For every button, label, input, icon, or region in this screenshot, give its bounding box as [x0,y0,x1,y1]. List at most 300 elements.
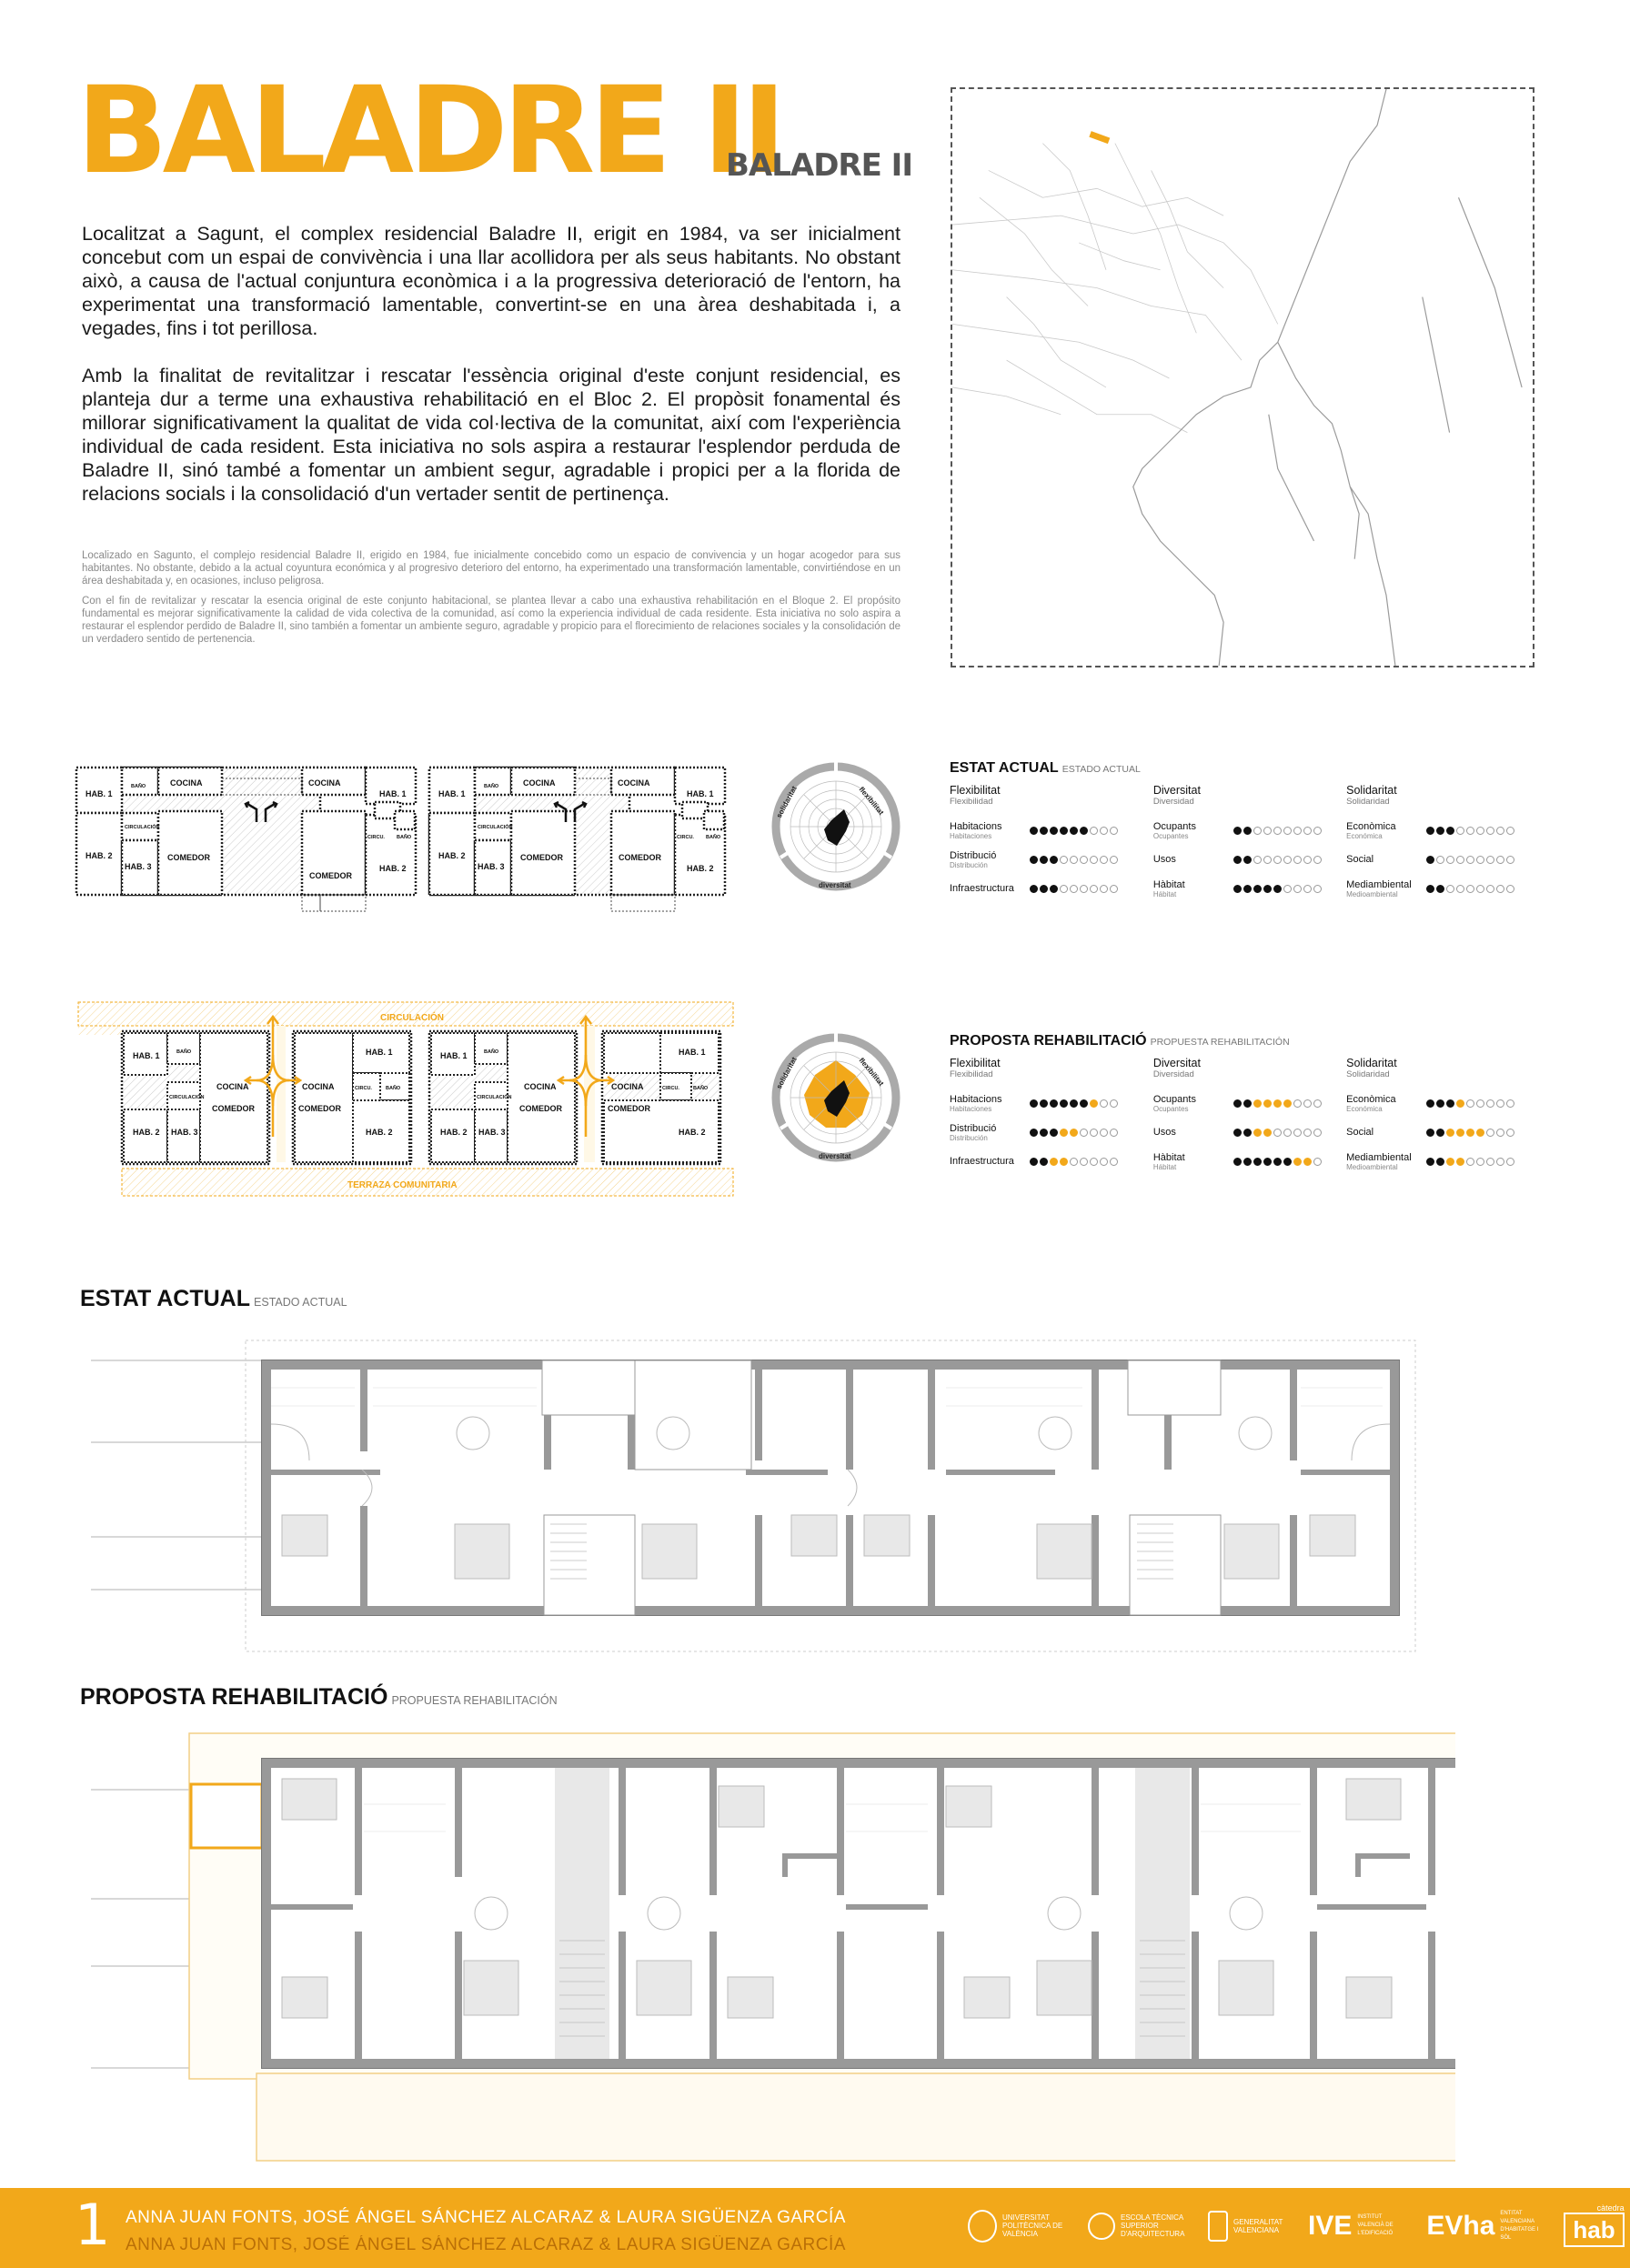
score-dot [1456,885,1464,893]
score-dot [1040,856,1048,864]
radar-label: flexibilitat [857,1056,886,1088]
score-dot [1110,885,1118,893]
score-dot [1070,1129,1078,1137]
metric-row [1153,1147,1346,1176]
floor-plan-proposal [91,1731,1455,2177]
score-dot [1313,885,1322,893]
score-dot [1030,1158,1038,1166]
room-label: COMEDOR [309,871,352,880]
score-dots [1426,885,1514,893]
room-label: BAÑO [176,1049,192,1055]
radar-label: diversitat [819,1152,851,1160]
score-dot [1486,1158,1494,1166]
metric-row [1346,874,1550,903]
room-label: COMEDOR [608,1104,650,1113]
diagram-proposal [75,1000,739,1206]
score-dot [1446,856,1454,864]
score-dot [1080,856,1088,864]
room-label: HAB. 2 [679,1128,706,1137]
room-label: HAB. 2 [86,851,113,860]
category-name: Solidaritat [1346,1057,1397,1069]
score-dot [1293,856,1302,864]
category-name-es: Solidaridad [1346,797,1390,807]
score-dot [1283,827,1292,835]
radar-label: flexibilitat [857,785,886,817]
score-dot [1100,1129,1108,1137]
score-dot [1283,1129,1292,1137]
score-dot [1436,1129,1444,1137]
room-label: COMEDOR [298,1104,341,1113]
score-dot [1263,1099,1272,1108]
score-dot [1456,856,1464,864]
metric-name: Infraestructura [950,1156,1014,1167]
floor-plan-current [91,1333,1455,1661]
score-dot [1080,1129,1088,1137]
score-dot [1273,885,1282,893]
score-dots [1030,856,1118,864]
metric-name: Social [1346,854,1374,865]
score-dot [1233,1129,1242,1137]
score-dot [1100,885,1108,893]
score-dot [1486,827,1494,835]
room-label: CIRCU. [367,835,385,840]
score-dot [1293,1129,1302,1137]
room-label: BAÑO [484,784,499,789]
score-dots [1030,885,1118,893]
score-dot [1050,1158,1058,1166]
metric-name-es: Distribución [950,860,988,869]
score-dot [1496,885,1504,893]
room-label: BAÑO [706,835,721,840]
metric-name: Mediambiental [1346,1151,1412,1163]
category-name: Solidaritat [1346,784,1397,797]
score-dot [1456,827,1464,835]
score-dot [1486,856,1494,864]
score-dot [1253,1099,1262,1108]
score-dot [1456,1129,1464,1137]
room-label: COCINA [524,1082,557,1091]
metric-name-es: Hábitat [1152,889,1177,898]
metric-row [950,1089,1153,1118]
room-label: BAÑO [397,835,412,840]
room-label: BAÑO [386,1086,401,1091]
metric-row [1153,1118,1346,1147]
upv-seal-icon [968,2210,997,2243]
score-dot [1446,1129,1454,1137]
eval-category [1346,1057,1550,1176]
score-dot [1253,827,1262,835]
score-dot [1243,827,1252,835]
score-dot [1070,856,1078,864]
metric-name: Usos [1152,1127,1176,1138]
score-dot [1243,885,1252,893]
intro-paragraph: Amb la finalitat de revitalitzar i rescatar l'essència original d'este conjunt residencial, es planteja dur a terme una exhaustiva rehabilitació en el Bloc 2. El propòsit fonamental és millorar significativament la qualitat de vida col·lectiva de la comunitat, així com l'experiència individual de cada resident. Esta iniciativa no sols aspira a restaurar l'esplendor perduda de Baladre II, sinó també a fomentar un ambient segur, agradable i propici per a la florida de relacions socials i la consolidació d'un vertader sentit de pertinença. [82,365,901,505]
category-name-es: Diversidad [1152,797,1194,807]
score-dot [1446,827,1454,835]
score-dots [1233,856,1322,864]
score-dot [1263,1129,1272,1137]
metric-name-es: Económica [1346,831,1383,840]
score-dot [1466,856,1474,864]
score-dot [1070,1099,1078,1108]
score-dot [1233,1158,1242,1166]
score-dot [1496,856,1504,864]
score-dot [1090,1129,1098,1137]
score-dot [1080,1099,1088,1108]
metric-name-es: Económica [1346,1104,1383,1113]
room-label: HAB. 2 [133,1128,160,1137]
score-dot [1080,827,1088,835]
logo-gva: GENERALITAT VALENCIANA [1208,2211,1288,2242]
score-dot [1436,856,1444,864]
room-label: BAÑO [131,784,146,789]
score-dot [1263,885,1272,893]
score-dot [1446,1099,1454,1108]
score-dot [1426,827,1434,835]
room-label: COCINA [308,778,341,788]
metric-name: Distribució [950,849,997,861]
score-dot [1243,1099,1252,1108]
score-dot [1090,1099,1098,1108]
score-dot [1476,1099,1484,1108]
score-dot [1303,856,1312,864]
score-dot [1293,1099,1302,1108]
terrace-label: TERRAZA COMUNITARIA [347,1180,458,1190]
metric-name: Ocupants [1152,1093,1196,1105]
score-dot [1496,1158,1504,1166]
score-dot [1060,1158,1068,1166]
score-dot [1436,885,1444,893]
score-dot [1070,827,1078,835]
score-dot [1110,1158,1118,1166]
room-label: COCINA [302,1082,335,1091]
score-dot [1110,856,1118,864]
metric-row [1346,845,1550,874]
score-dot [1303,885,1312,893]
metric-name: Mediambiental [1346,878,1412,890]
score-dots [1233,885,1322,893]
logo-evha: EVha ENTITAT VALENCIANA D'HABITATGE I SÒL [1426,2210,1539,2241]
radar-chart-current [771,762,901,891]
score-dot [1273,827,1282,835]
site-marker [1089,131,1110,144]
score-dots [1233,1099,1322,1108]
metric-name-es: Habitaciones [950,1104,992,1113]
authors: ANNA JUAN FONTS, JOSÉ ÁNGEL SÁNCHEZ ALCARAZ & LAURA SIGÜENZA GARCÍA [126,2208,846,2227]
score-dots [1233,1129,1322,1137]
metric-name: Usos [1152,854,1176,865]
score-dot [1253,856,1262,864]
score-dot [1506,827,1514,835]
score-dot [1050,1099,1058,1108]
room-label: HAB. 1 [366,1048,393,1057]
metric-row [950,874,1153,903]
score-dot [1110,1099,1118,1108]
score-dot [1253,885,1262,893]
score-dot [1070,885,1078,893]
room-label: HAB. 3 [478,862,505,871]
score-dot [1233,827,1242,835]
metric-name: Social [1346,1127,1374,1138]
score-dot [1486,885,1494,893]
room-label: COCINA [618,778,650,788]
room-label: HAB. 1 [86,789,113,798]
score-dot [1273,1158,1282,1166]
intro-text-ca [82,222,901,529]
radar-label: solidaritat [774,784,799,819]
score-dot [1426,1099,1434,1108]
metric-row [950,845,1153,874]
score-dots [1233,827,1322,835]
logo-ive: IVE INSTITUT VALENCIÀ DE L'EDIFICACIÓ [1308,2210,1394,2241]
diagram-current-state [75,760,739,922]
score-dot [1100,1158,1108,1166]
footer [0,2188,1630,2268]
room-label: BAÑO [484,1049,499,1055]
score-dot [1090,827,1098,835]
metric-name-es: Habitaciones [950,831,992,840]
room-label: COMEDOR [520,853,563,862]
score-dot [1050,827,1058,835]
room-label: COCINA [611,1082,644,1091]
score-dot [1030,827,1038,835]
room-label: HAB. 2 [440,1128,468,1137]
score-dot [1263,827,1272,835]
score-dot [1466,1158,1474,1166]
section-title-proposal: PROPOSTA REHABILITACIÓ PROPUESTA REHABILITACIÓN [80,1684,558,1710]
score-dots [1030,1158,1118,1166]
logo-catedra-hab: càtedra hab [1564,2204,1624,2247]
metric-name-es: Medioambiental [1346,889,1398,898]
score-dot [1100,856,1108,864]
room-label: COMEDOR [619,853,661,862]
category-name: Flexibilitat [950,1057,1001,1069]
score-dot [1426,1158,1434,1166]
eval-category [950,1057,1153,1176]
eval-category [950,784,1153,903]
room-label: HAB. 1 [379,789,407,798]
score-dots [1030,1129,1118,1137]
score-dot [1060,856,1068,864]
score-dot [1466,827,1474,835]
score-dot [1273,856,1282,864]
score-dot [1243,856,1252,864]
score-dot [1060,1129,1068,1137]
evaluation-columns [950,1057,1550,1176]
score-dot [1253,1129,1262,1137]
score-dot [1506,1158,1514,1166]
intro-text-es [82,549,901,653]
metric-row [1153,816,1346,845]
score-dot [1293,827,1302,835]
score-dot [1233,856,1242,864]
score-dot [1436,1099,1444,1108]
score-dot [1080,1158,1088,1166]
score-dot [1476,885,1484,893]
score-dot [1486,1099,1494,1108]
authors-repeat: ANNA JUAN FONTS, JOSÉ ÁNGEL SÁNCHEZ ALCARAZ & LAURA SIGÜENZA GARCÍA [126,2235,846,2254]
metric-name: Ocupants [1152,820,1196,832]
score-dot [1303,1129,1312,1137]
location-map [951,87,1534,667]
score-dot [1313,1099,1322,1108]
eval-category [1153,1057,1346,1176]
metric-row [950,1147,1153,1176]
score-dot [1243,1158,1252,1166]
logo-upv: UNIVERSITAT POLITÈCNICA DE VALÈNCIA [968,2210,1068,2243]
room-label: HAB. 1 [687,789,714,798]
metric-row [1346,1118,1550,1147]
score-dot [1040,1129,1048,1137]
score-dot [1030,856,1038,864]
score-dot [1496,1129,1504,1137]
score-dot [1263,856,1272,864]
score-dot [1060,827,1068,835]
metric-name: Distribució [950,1122,997,1134]
score-dot [1040,1099,1048,1108]
room-label: CIRCU. [677,835,694,840]
etsa-icon [1088,2213,1115,2240]
metric-row [1346,816,1550,845]
score-dot [1506,1099,1514,1108]
radar-label: solidaritat [774,1055,799,1090]
score-dot [1303,1158,1312,1166]
score-dot [1253,1158,1262,1166]
metric-name-es: Distribución [950,1133,988,1142]
room-label: HAB. 1 [679,1048,706,1057]
score-dot [1313,827,1322,835]
metric-name: Econòmica [1346,820,1396,832]
score-dot [1506,856,1514,864]
score-dots [1233,1158,1322,1166]
page-title: BALADRE II [76,61,781,201]
score-dot [1476,827,1484,835]
score-dot [1506,1129,1514,1137]
score-dot [1303,827,1312,835]
score-dot [1466,1099,1474,1108]
evaluation-proposal [950,1033,1550,1176]
intro-paragraph: Localitzat a Sagunt, el complex residencial Baladre II, erigit en 1984, va ser inicialment concebut com un espai de convivència i una llar acollidora per als seus habitants. No obstant això, a causa de l'actual conjuntura econòmica i a la progressiva deterioració de l'entorn, ha experimentat una transformació lamentable, convertint-se en una àrea deshabitada i, a vegades, fins i tot perillosa. [82,223,901,339]
score-dot [1243,1129,1252,1137]
room-label: COMEDOR [167,853,210,862]
room-label: CIRCULACIÓN [125,825,160,830]
room-label: CIRCULACIÓN [169,1095,205,1100]
score-dot [1293,1158,1302,1166]
category-name: Diversitat [1152,784,1201,797]
score-dots [1426,1129,1514,1137]
room-label: COCINA [170,778,203,788]
metric-row [950,816,1153,845]
score-dot [1283,1158,1292,1166]
room-label: CIRCULACIÓN [477,1095,512,1100]
evaluation-current [950,760,1550,903]
room-label: COCINA [523,778,556,788]
score-dots [1426,827,1514,835]
score-dot [1476,1158,1484,1166]
score-dot [1313,856,1322,864]
metric-name: Econòmica [1346,1093,1396,1105]
category-name-es: Diversidad [1152,1069,1194,1079]
room-label: HAB. 3 [478,1128,506,1137]
score-dot [1496,1099,1504,1108]
gva-shield-icon [1208,2211,1228,2242]
score-dot [1303,1099,1312,1108]
score-dot [1273,1099,1282,1108]
room-label: HAB. 3 [125,862,152,871]
score-dot [1446,885,1454,893]
logo-etsa: ESCOLA TÈCNICA SUPERIOR D'ARQUITECTURA [1088,2213,1188,2240]
score-dot [1030,1099,1038,1108]
room-label: COCINA [216,1082,249,1091]
room-label: HAB. 2 [438,851,466,860]
radar-label: diversitat [819,881,851,889]
metric-row [1153,845,1346,874]
score-dot [1050,1129,1058,1137]
evaluation-columns [950,784,1550,903]
score-dot [1426,1129,1434,1137]
score-dot [1030,885,1038,893]
score-dot [1476,1129,1484,1137]
room-label: CIRCU. [355,1086,372,1091]
metric-name: Habitacions [950,820,1002,832]
score-dot [1436,827,1444,835]
score-dot [1060,885,1068,893]
radar-chart-proposal [771,1033,901,1162]
score-dots [1426,856,1514,864]
score-dot [1080,885,1088,893]
eval-category [1346,784,1550,903]
score-dot [1456,1099,1464,1108]
score-dot [1283,885,1292,893]
score-dot [1233,885,1242,893]
category-name-es: Solidaridad [1346,1069,1390,1079]
category-name-es: Flexibilidad [950,797,993,807]
score-dot [1050,856,1058,864]
score-dot [1233,1099,1242,1108]
intro-paragraph-es: Con el fin de revitalizar y rescatar la esencia original de este conjunto habitacional, se plantea llevar a cabo una exhaustiva rehabilitación en el Bloque 2. El propósito fundamental es mejorar significativamente la calidad de vida colectiva de la comunidad, así como la experiencia individual de cada residente. Esta iniciativa no solo aspira a restaurar el esplendor perdido de Baladre II, sino también a fomentar un ambiente seguro, agradable y propicio para el florecimiento de relaciones sociales y la consolidación de un verdadero sentido de pertenencia. [82,596,901,645]
score-dot [1100,827,1108,835]
room-label: CIRCULACIÓN [478,825,513,830]
evaluation-title: ESTAT ACTUAL ESTADO ACTUAL [950,760,1141,776]
category-name: Diversitat [1152,1057,1201,1069]
metric-row [1153,1089,1346,1118]
eval-category [1153,784,1346,903]
room-label: BAÑO [693,1086,709,1091]
score-dot [1040,1158,1048,1166]
score-dot [1466,885,1474,893]
score-dot [1426,856,1434,864]
room-label: COMEDOR [212,1104,255,1113]
metric-name-es: Medioambiental [1346,1162,1398,1171]
score-dot [1506,885,1514,893]
metric-row [950,1118,1153,1147]
room-label: HAB. 2 [366,1128,393,1137]
intro-paragraph-es: Localizado en Sagunto, el complejo residencial Baladre II, erigido en 1984, fue inicialmente concebido como un espacio de convivencia y un hogar acogedor para sus habitantes. No obstante, debido a la actual coyuntura económica y al progresivo deterioro del entorno, ha experimentado una transformación lamentable, convirtiéndose en un área deshabitada y, en ocasiones, incluso peligrosa. [82,550,901,587]
score-dot [1273,1129,1282,1137]
room-label: HAB. 2 [687,864,714,873]
circulation-label: CIRCULACIÓN [380,1013,444,1023]
metric-row [1346,1089,1550,1118]
section-title-current: ESTAT ACTUAL ESTADO ACTUAL [80,1286,347,1311]
category-name-es: Flexibilidad [950,1069,993,1079]
score-dot [1070,1158,1078,1166]
score-dot [1030,1129,1038,1137]
score-dots [1030,827,1118,835]
score-dot [1263,1158,1272,1166]
category-name: Flexibilitat [950,784,1001,797]
room-label: HAB. 3 [171,1128,198,1137]
metric-name: Habitacions [950,1093,1002,1105]
